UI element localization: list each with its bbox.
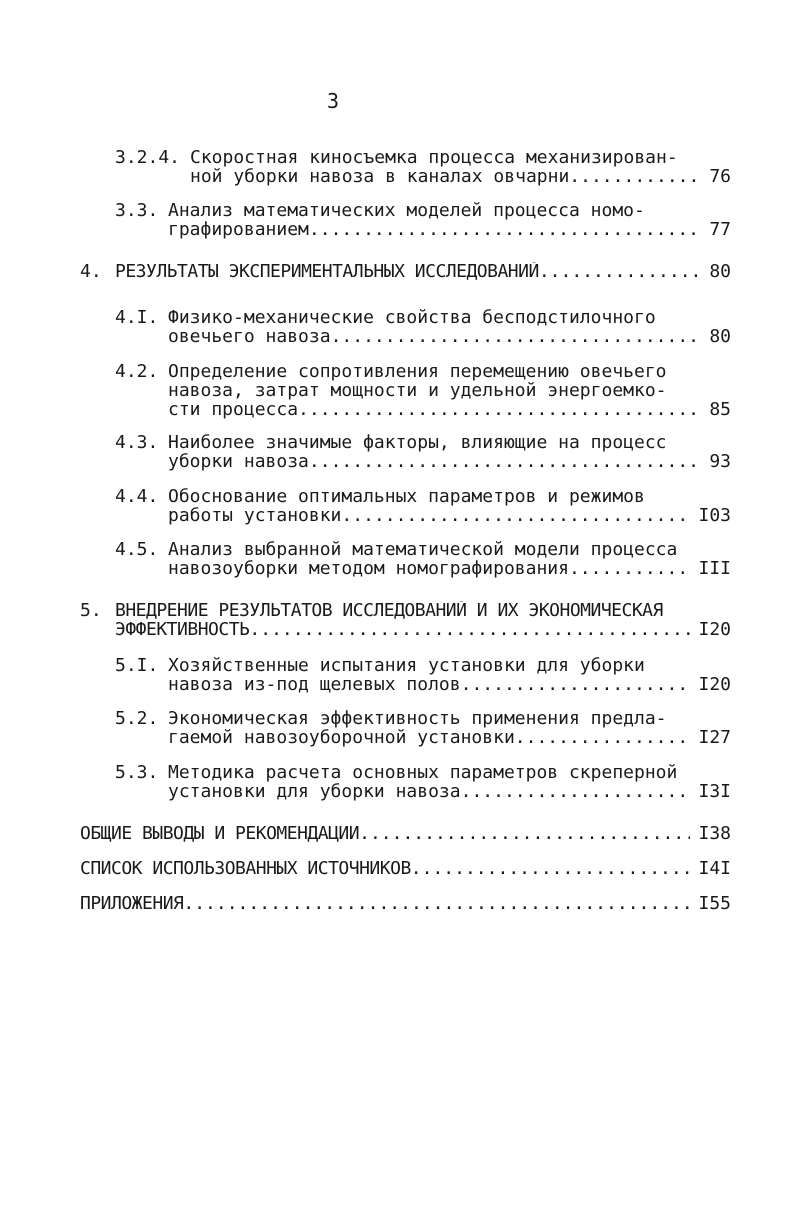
toc-entry-page: I4I (698, 859, 731, 878)
toc-entry-number: 4.4. (115, 486, 159, 507)
toc-entry (115, 433, 731, 471)
toc-entry-page: 80 (709, 262, 731, 281)
dot-leader (298, 400, 701, 419)
toc-entry-title-line: навоза из-под щелевых полов ..... I20 (168, 675, 731, 694)
toc-entry (80, 601, 731, 639)
dot-leader (183, 894, 690, 913)
toc-entry (115, 487, 731, 525)
toc-entry-title-line: Анализ математических моделей процесса номо- (168, 201, 645, 220)
toc-entry-title-line: Анализ выбранной математической модели процесса (168, 540, 678, 559)
toc-entry-page: III (698, 559, 731, 578)
toc-entry-title-line: ной уборки навоза в каналах овчарни ..... 76 (190, 167, 731, 186)
toc-entry-page: I20 (698, 620, 731, 639)
dot-leader (461, 675, 691, 694)
toc-entry-number: 4. (80, 261, 102, 282)
toc-entry (115, 709, 731, 747)
dot-leader (411, 859, 691, 878)
page-number: 3 (327, 89, 340, 113)
toc-entry-title-line: ОБЩИЕ ВЫВОДЫ И РЕКОМЕНДАЦИИ ..... I38 (80, 824, 731, 843)
toc-entry-number: 4.2. (115, 361, 159, 382)
toc-entry-title-line: установки для уборки навоза ..... I3I (168, 782, 731, 801)
toc-entry-number: 5.3. (115, 762, 159, 783)
dot-leader (309, 452, 701, 471)
dot-leader (539, 262, 701, 281)
dot-leader (569, 559, 691, 578)
toc-entry (115, 201, 731, 239)
toc-entry-title-line: ЭФФЕКТИВНОСТЬ ..... I20 (115, 620, 731, 639)
toc-entry (80, 859, 731, 878)
toc-entry-title-line: РЕЗУЛЬТАТЫ ЭКСПЕРИМЕНТАЛЬНЫХ ИССЛЕДОВАНИЙ ..... 80 (115, 262, 731, 281)
toc-entry (115, 308, 731, 346)
toc-entry-title-line: графированием ..... 77 (168, 220, 731, 239)
toc-entry (80, 824, 731, 843)
toc-entry-title-line: овечьего навоза ..... 80 (168, 327, 731, 346)
toc-entry-number: 5. (80, 600, 102, 621)
toc-entry-number: 3.3. (115, 200, 159, 221)
toc-entry-page: I03 (698, 506, 731, 525)
dot-leader (569, 167, 701, 186)
toc-entry-number: 5.2. (115, 708, 159, 729)
toc-entry-title-line: Хозяйственные испытания установки для уборки (168, 656, 645, 675)
toc-entry-page: I27 (698, 728, 731, 747)
dot-leader (331, 327, 702, 346)
toc-entry-number: 3.2.4. (115, 147, 181, 168)
dot-leader (341, 506, 690, 525)
toc-entry-number: 4.I. (115, 307, 159, 328)
dot-leader (309, 220, 701, 239)
toc-entry-number: 5.I. (115, 655, 159, 676)
toc-entry (80, 894, 731, 913)
toc-entry-page: 80 (709, 327, 731, 346)
toc-entry-page: 85 (709, 400, 731, 419)
toc-entry-title-line: ВНЕДРЕНИЕ РЕЗУЛЬТАТОВ ИССЛЕДОВАНИЙ И ИХ ЭКОНОМИЧЕСКАЯ (115, 601, 663, 620)
toc-entry-title-line: Наиболее значимые факторы, влияющие на процесс (168, 433, 667, 452)
toc-entry-page: I20 (698, 675, 731, 694)
toc-entry-title-line: Обоснование оптимальных параметров и режимов (168, 487, 645, 506)
toc-entry-page: 93 (709, 452, 731, 471)
toc-entry-number: 4.3. (115, 432, 159, 453)
toc-entry-title-line: Физико-механические свойства бесподстилочного (168, 308, 656, 327)
toc-entry-page: I38 (698, 824, 731, 843)
toc-entry-page: I3I (698, 782, 731, 801)
toc-entry-title-line: СПИСОК ИСПОЛЬЗОВАННЫХ ИСТОЧНИКОВ ..... I4I (80, 859, 731, 878)
toc-entry-page: I55 (698, 894, 731, 913)
toc-entry-title-line: Скоростная киносъемка процесса механизирован- (190, 148, 678, 167)
toc-entry-title-line: навозоуборки методом номографирования ..... III (168, 559, 731, 578)
toc-entry-title-line: Методика расчета основных параметров скреперной (168, 763, 678, 782)
toc-entry-title-line: сти процесса ..... 85 (168, 400, 731, 419)
toc-entry (115, 763, 731, 801)
dot-leader (515, 728, 691, 747)
toc-entry-title-line: уборки навоза ..... 93 (168, 452, 731, 471)
toc-entry-page: 76 (709, 167, 731, 186)
dot-leader (461, 782, 691, 801)
toc-entry-title-line: ПРИЛОЖЕНИЯ ..... I55 (80, 894, 731, 913)
dot-leader (359, 824, 690, 843)
toc-entry (115, 148, 731, 186)
toc-entry-title-line: гаемой навозоуборочной установки ..... I27 (168, 728, 731, 747)
dot-leader (249, 620, 690, 639)
toc-entry-title-line: работы установки ..... I03 (168, 506, 731, 525)
toc-entry (80, 262, 731, 281)
toc-entry-title-line: Определение сопротивления перемещению овечьего (168, 362, 667, 381)
toc-entry-page: 77 (709, 220, 731, 239)
toc-entry-number: 4.5. (115, 539, 159, 560)
toc-entry (115, 656, 731, 694)
toc-entry-title-line: навоза, затрат мощности и удельной энергоемко- (168, 381, 667, 400)
toc-entry (115, 540, 731, 578)
toc-entry-title-line: Экономическая эффективность применения предла- (168, 709, 667, 728)
toc-entry (115, 362, 731, 419)
